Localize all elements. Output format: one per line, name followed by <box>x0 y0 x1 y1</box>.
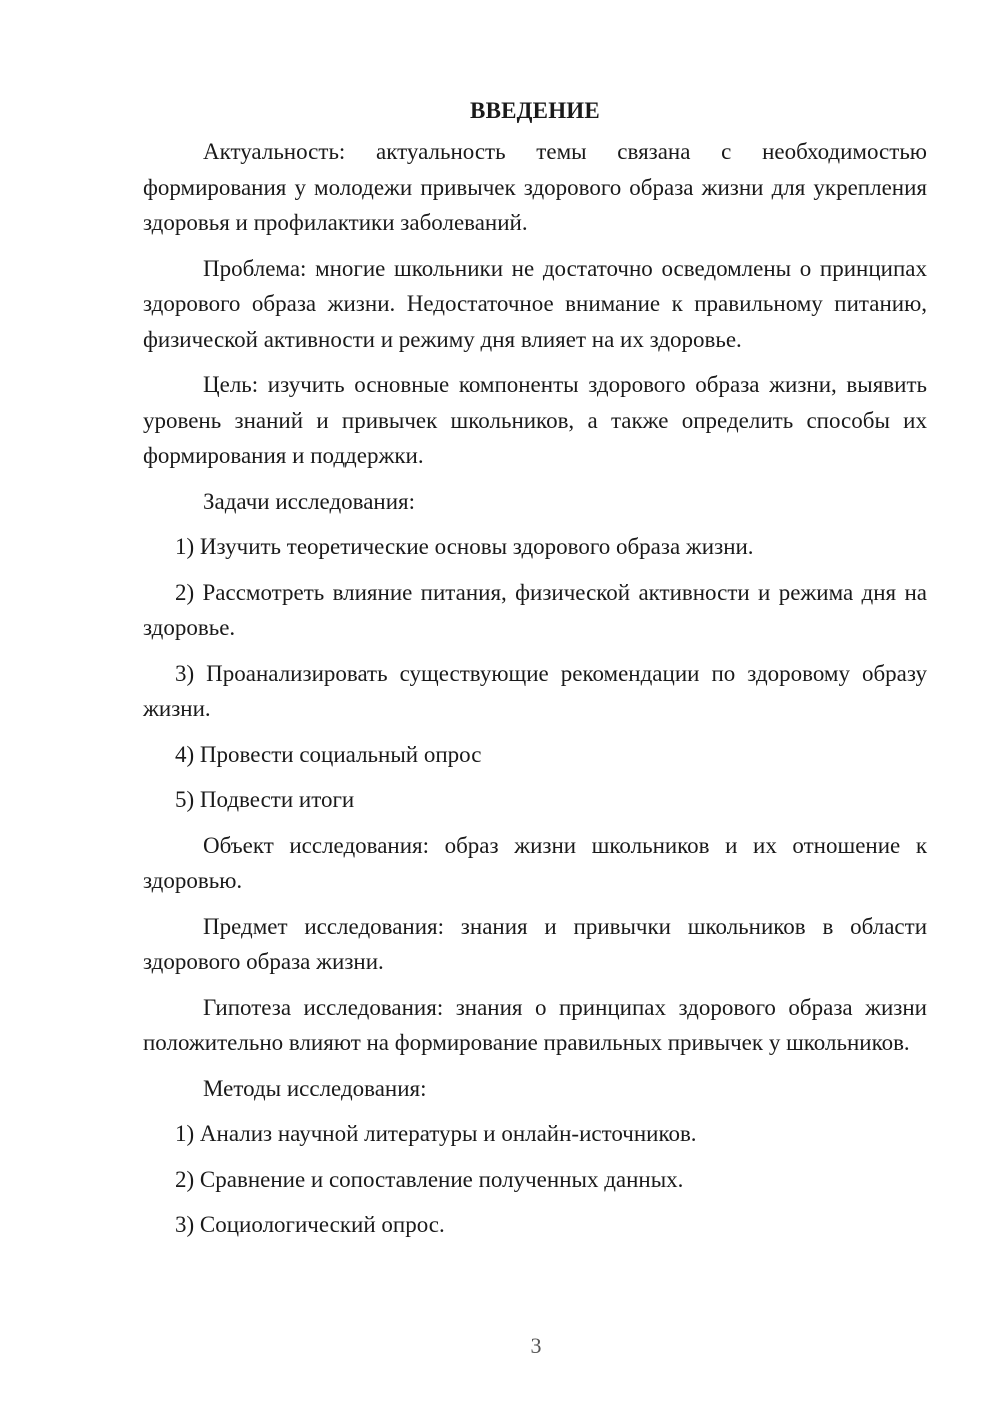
document-page <box>143 92 927 1253</box>
list-item-task-4: 4) Провести социальный опрос <box>175 741 482 767</box>
paragraph-subject: Предмет исследования: знания и привычки школьников в области здорового образа жизни. <box>143 913 927 974</box>
list-item-method-3: 3) Социологический опрос. <box>175 1212 445 1237</box>
paragraph-problem: Проблема: многие школьники не достаточно осведомлены о принципах здорового образа жизни. Недостаточное внимание к правильному питанию, физической активности и режиму дня влияет на их здоровье. <box>143 255 927 352</box>
list-item-task-1: 1) Изучить теоретические основы здорового образа жизни. <box>175 534 754 559</box>
paragraph-tasks-heading: Задачи исследования: <box>203 488 416 514</box>
list-item-method-1: 1) Анализ научной литературы и онлайн-источников. <box>175 1121 697 1146</box>
list-item-task-5: 5) Подвести итоги <box>175 787 355 812</box>
paragraph-goal: Цель: изучить основные компоненты здорового образа жизни, выявить уровень знаний и привычек школьников, а также определить способы их формирования и поддержки. <box>143 372 927 468</box>
paragraph-methods-heading: Методы исследования: <box>203 1075 427 1101</box>
section-title: ВВЕДЕНИЕ <box>470 98 600 123</box>
paragraph-object: Объект исследования: образ жизни школьников и их отношение к здоровью. <box>143 832 927 893</box>
paragraph-relevance: Актуальность: актуальность темы связана с необходимостью формирования у молодежи привычек здорового образа жизни для укрепления здоровья и профилактики заболеваний. <box>143 139 927 235</box>
paragraph-hypothesis: Гипотеза исследования: знания о принципах здорового образа жизни положительно влияют на формирование правильных привычек у школьников. <box>143 994 927 1055</box>
list-item-task-3: 3) Проанализировать существующие рекомендации по здоровому образу жизни. <box>143 660 927 721</box>
list-item-task-2: 2) Рассмотреть влияние питания, физической активности и режима дня на здоровье. <box>143 579 927 640</box>
page-number: 3 <box>530 1333 542 1358</box>
list-item-method-2: 2) Сравнение и сопоставление полученных данных. <box>175 1166 684 1192</box>
